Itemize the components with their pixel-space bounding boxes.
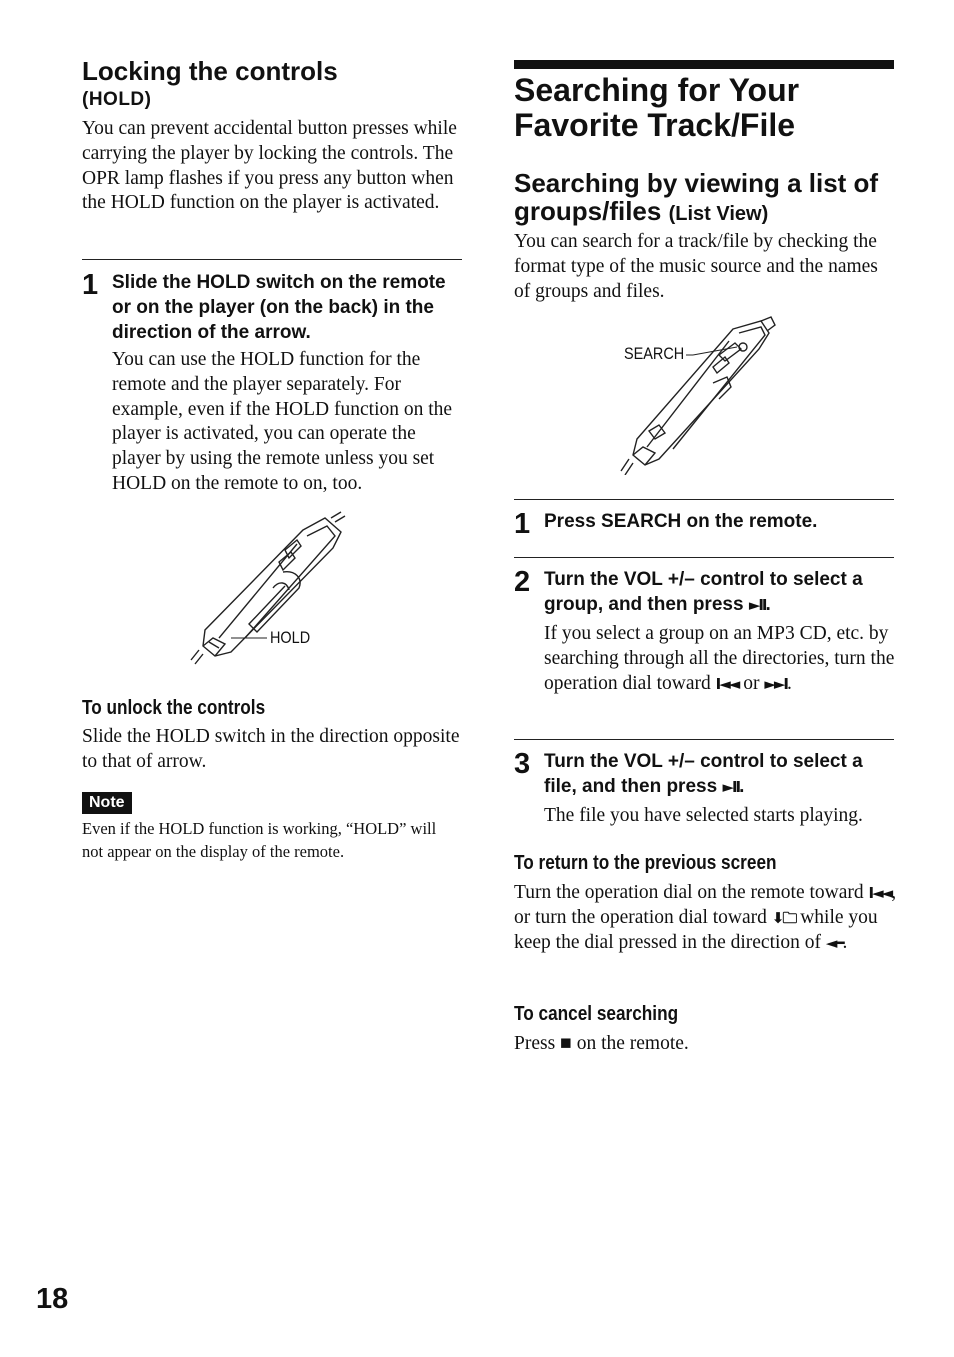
return-text-d: . <box>842 931 848 953</box>
section-title-list-view <box>514 169 909 228</box>
folder-down-icon: ⬇🗀 <box>771 908 796 927</box>
divider <box>514 557 894 558</box>
remote-search-illustration <box>615 315 785 475</box>
list-view-intro: You can search for a track/file by checking the format type of the music source and the names of groups and files. <box>514 231 878 302</box>
locking-intro-text: You can prevent accidental button presses while carrying the player by locking the controls. The OPR lamp flashes if you press any button when the HOLD function on the player is activated. <box>82 118 457 214</box>
return-text-c: while you keep the dial pressed in the direction of <box>514 906 878 953</box>
step-title-text: Turn the VOL +/– control to select a group, and then press <box>544 569 863 615</box>
divider <box>514 739 894 740</box>
step-title-text: Turn the VOL +/– control to select a file, and then press <box>544 751 863 797</box>
return-text <box>514 881 899 955</box>
section-title-locking: Locking the controls <box>82 56 338 86</box>
cancel-text <box>514 1032 894 1057</box>
unlock-heading: To unlock the controls <box>82 697 266 719</box>
divider <box>82 259 462 260</box>
note-badge: Note <box>82 792 132 814</box>
step-number: 1 <box>514 508 531 540</box>
unlock-text: Slide the HOLD switch in the direction opposite to that of arrow. <box>82 726 460 772</box>
previous-icon: I◄◄ <box>715 674 739 693</box>
step-title: Slide the HOLD switch on the remote or on the player (on the back) in the direction of the arrow. <box>112 272 446 343</box>
step-title-end: . <box>739 775 745 797</box>
step-body-text: If you select a group on an MP3 CD, etc. by searching through all the directories, turn the operation dial toward <box>544 623 895 694</box>
divider <box>514 499 894 500</box>
step-body: The file you have selected starts playing. <box>544 805 863 826</box>
section-subtitle-hold: (HOLD) <box>82 89 152 110</box>
step-body <box>544 622 896 696</box>
play-pause-icon: ►II <box>748 595 766 614</box>
section-title-text: Searching by viewing a list of groups/files <box>514 168 879 226</box>
step-title-end: . <box>765 593 771 615</box>
step-number: 2 <box>514 566 531 598</box>
step-body: You can use the HOLD function for the remote and the player separately. For example, even if the HOLD function on the player is activated, you can operate the player by using the remote unless you set HOLD on the remote to on, too. <box>112 349 453 494</box>
previous-icon: I◄◄ <box>868 884 892 902</box>
return-heading: To return to the previous screen <box>514 852 777 874</box>
return-text-a: Turn the operation dial on the remote toward <box>514 882 869 903</box>
step-body-end: . <box>786 672 792 694</box>
step-title: Press SEARCH on the remote. <box>544 511 818 532</box>
step-body-or: or <box>738 672 765 694</box>
stop-icon: ■ <box>560 1033 572 1054</box>
hold-label: HOLD <box>270 628 311 647</box>
play-pause-icon: ►II <box>722 777 740 796</box>
arrow-left-icon: ◄━ <box>825 933 843 952</box>
title-bar <box>514 60 894 69</box>
step-number: 3 <box>514 748 531 780</box>
page-number: 18 <box>36 1283 69 1315</box>
next-icon: ►►I <box>764 674 787 693</box>
cancel-heading: To cancel searching <box>514 1003 679 1025</box>
return-text-b: , or turn the operation dial toward <box>514 882 897 928</box>
step-number: 1 <box>82 269 99 301</box>
page-title: Searching for Your Favorite Track/File <box>514 72 800 143</box>
step-title <box>544 568 894 618</box>
search-label: SEARCH <box>624 344 685 363</box>
step-title <box>544 750 894 800</box>
section-title-suffix: (List View) <box>668 203 769 225</box>
cancel-text-a: Press <box>514 1033 561 1054</box>
note-text: Even if the HOLD function is working, “HOLD” will not appear on the display of the remote. <box>82 819 437 861</box>
cancel-text-b: on the remote. <box>571 1033 689 1054</box>
